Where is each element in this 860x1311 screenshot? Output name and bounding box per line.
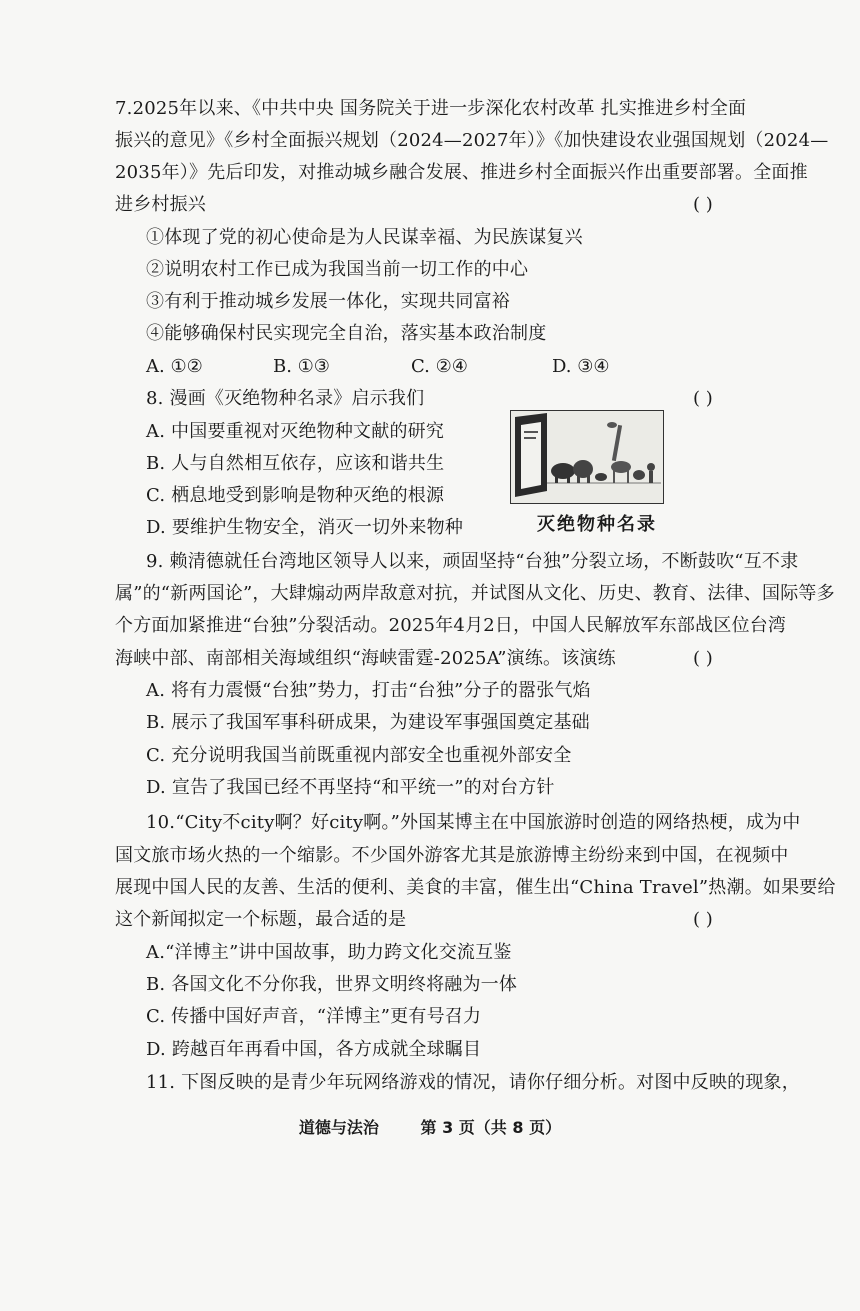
q7-choice-d[interactable]: D. ③④ (552, 356, 610, 377)
q10-stem-line-3: 展现中国人民的友善、生活的便利、美食的丰富，催生出“China Travel”热潮。如果要给 (115, 877, 836, 898)
page-footer (0, 1118, 860, 1138)
q9-stem-line-2: 属”的“新两国论”，大肆煽动两岸敌意对抗，并试图从文化、历史、教育、法律、国际等多 (115, 583, 835, 604)
q7-choice-b[interactable]: B. ①③ (273, 356, 330, 377)
cartoon-caption: 灭绝物种名录 (537, 514, 657, 535)
q10-option-c[interactable]: C. 传播中国好声音，“洋博主”更有号召力 (146, 1006, 482, 1027)
q9-option-b[interactable]: B. 展示了我国军事科研成果，为建设军事强国奠定基础 (146, 712, 590, 733)
q10-stem-line-2: 国文旅市场火热的一个缩影。不少国外游客尤其是旅游博主纷纷来到中国，在视频中 (115, 845, 789, 866)
q7-answer-bracket[interactable]: ( ) (693, 194, 713, 215)
cartoon-illustration (511, 411, 663, 503)
q7-item-2: ②说明农村工作已成为我国当前一切工作的中心 (146, 259, 529, 280)
q10-answer-bracket[interactable]: ( ) (693, 909, 713, 930)
q7-stem-line-3: 2035年）》先后印发，对推动城乡融合发展、推进乡村全面振兴作出重要部署。全面推 (115, 162, 808, 183)
q7-choice-a[interactable]: A. ①② (146, 356, 203, 377)
q9-option-c[interactable]: C. 充分说明我国当前既重视内部安全也重视外部安全 (146, 745, 572, 766)
q10-option-d[interactable]: D. 跨越百年再看中国，各方成就全球瞩目 (146, 1039, 482, 1060)
q9-stem-line-1: 9. 赖清德就任台湾地区领导人以来，顽固坚持“台独”分裂立场，不断鼓吹“互不隶 (146, 551, 799, 572)
q10-stem-line-1: 10.“City不city啊？好city啊。”外国某博主在中国旅游时创造的网络热梗，成为中 (146, 812, 801, 833)
q7-item-4: ④能够确保村民实现完全自治，落实基本政治制度 (146, 323, 547, 344)
q7-item-3: ③有利于推动城乡发展一体化，实现共同富裕 (146, 291, 510, 312)
q7-item-1: ①体现了党的初心使命是为人民谋幸福、为民族谋复兴 (146, 227, 583, 248)
q10-stem-line-4: 这个新闻拟定一个标题，最合适的是 (115, 909, 407, 930)
extinct-species-cartoon (510, 410, 664, 504)
q11-stem: 11. 下图反映的是青少年玩网络游戏的情况，请你仔细分析。对图中反映的现象， (146, 1072, 800, 1093)
q7-stem-line-2: 振兴的意见》《乡村全面振兴规划（2024—2027年）》《加快建设农业强国规划（2024— (115, 130, 829, 151)
q7-choice-c[interactable]: C. ②④ (411, 356, 468, 377)
q9-stem-line-4: 海峡中部、南部相关海域组织“海峡雷霆-2025A”演练。该演练 (115, 648, 616, 669)
q9-stem-line-3: 个方面加紧推进“台独”分裂活动。2025年4月2日，中国人民解放军东部战区位台湾 (115, 615, 787, 636)
q8-stem: 8. 漫画《灭绝物种名录》启示我们 (146, 388, 425, 409)
q10-option-a[interactable]: A.“洋博主”讲中国故事，助力跨文化交流互鉴 (146, 942, 512, 963)
footer-subject: 道德与法治 (298, 1118, 379, 1137)
q7-stem-line-4: 进乡村振兴 (115, 194, 206, 215)
q9-option-a[interactable]: A. 将有力震慑“台独”势力，打击“台独”分子的嚣张气焰 (146, 680, 591, 701)
q10-option-b[interactable]: B. 各国文化不分你我，世界文明终将融为一体 (146, 974, 518, 995)
q9-option-d[interactable]: D. 宣告了我国已经不再坚持“和平统一”的对台方针 (146, 777, 555, 798)
q8-option-c[interactable]: C. 栖息地受到影响是物种灭绝的根源 (146, 485, 445, 506)
q8-option-d[interactable]: D. 要维护生物安全，消灭一切外来物种 (146, 517, 464, 538)
q8-answer-bracket[interactable]: ( ) (693, 388, 713, 409)
footer-page-number: 第 3 页（共 8 页） (420, 1118, 562, 1137)
q8-option-a[interactable]: A. 中国要重视对灭绝物种文献的研究 (146, 421, 445, 442)
q9-answer-bracket[interactable]: ( ) (693, 648, 713, 669)
q8-option-b[interactable]: B. 人与自然相互依存，应该和谐共生 (146, 453, 445, 474)
q7-stem-line-1: 7.2025年以来、《中共中央 国务院关于进一步深化农村改革 扎实推进乡村全面 (115, 98, 747, 119)
